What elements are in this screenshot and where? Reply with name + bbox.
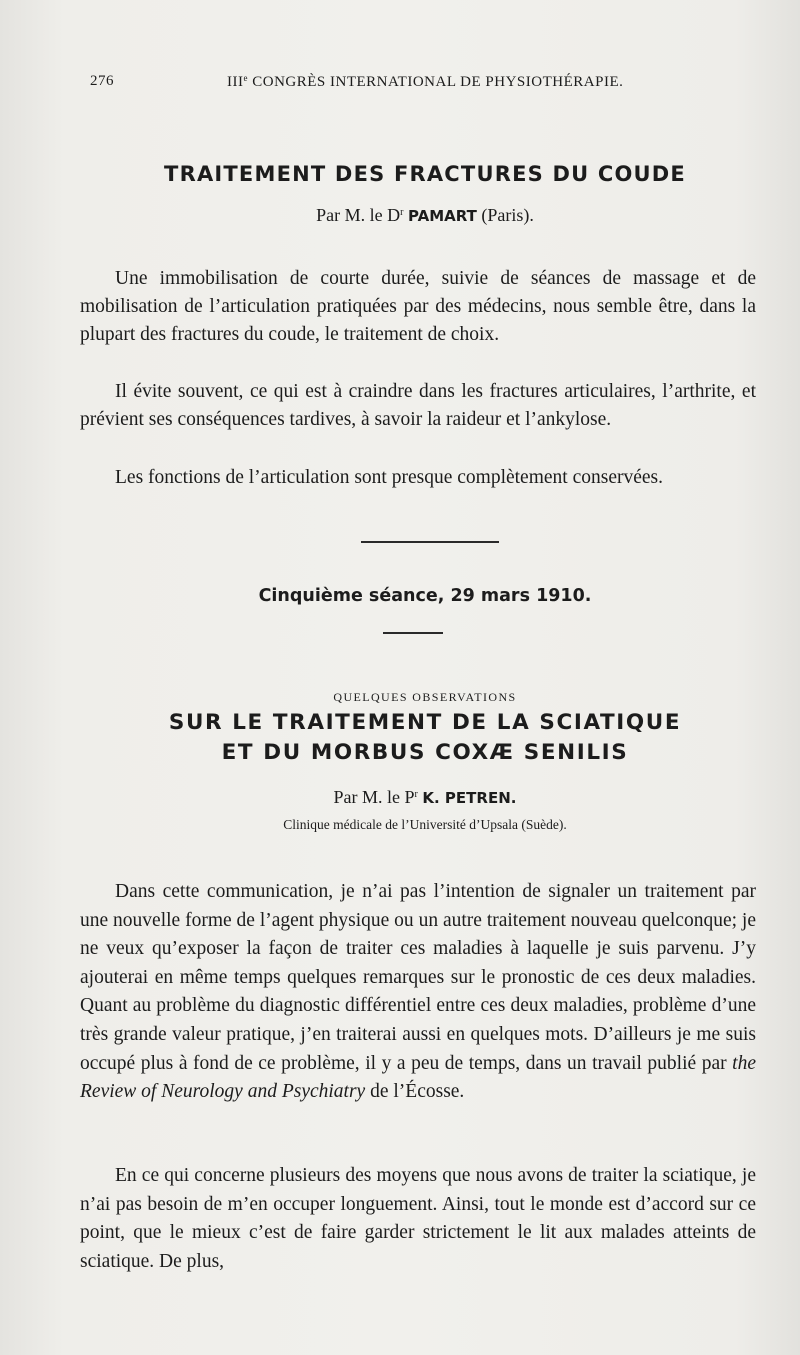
article1-paragraph-3: Les fonctions de l’articulation sont presque complètement conservées. — [115, 467, 663, 488]
article2-author: K. PETREN. — [422, 789, 517, 807]
article1-paragraph-2: Il évite souvent, ce qui est à craindre dans les fractures articulaires, l’arthrite, et prévient ses conséquences tardives, à savoir la raideur et l’ankylose. — [80, 381, 756, 431]
running-title — [227, 73, 623, 91]
running-title-sup: e — [243, 73, 248, 83]
article1-byline-prefix: Par M. le D — [316, 205, 401, 225]
article1-byline — [80, 205, 770, 226]
article2-paragraph-1 — [80, 878, 756, 1107]
article1-paragraph-1: Une immobilisation de courte durée, suivie de séances de massage et de mobilisation de l’articulation pratiquées par des médecins, nous semble être, dans la plupart des fractures du coude, le traitement de choix. — [80, 268, 756, 346]
page-number: 276 — [90, 73, 114, 89]
article1-title: TRAITEMENT DES FRACTURES DU COUDE — [164, 162, 686, 186]
journal-name: the Review of Neurology and Psychiatry — [80, 1052, 756, 1103]
article2-paragraph-1-end: de l’Écosse. — [365, 1081, 465, 1103]
section-divider — [361, 541, 499, 543]
short-divider — [383, 632, 443, 634]
running-header — [82, 73, 758, 95]
article2-byline — [80, 787, 770, 808]
article2-title-line1: SUR LE TRAITEMENT DE LA SCIATIQUE — [168, 710, 682, 735]
article1-byline-sup: r — [400, 207, 404, 218]
article1-author: PAMART — [407, 207, 477, 225]
session-heading: Cinquième séance, 29 mars 1910. — [258, 586, 592, 606]
article1-place: (Paris). — [481, 205, 534, 225]
running-title-prefix: III — [227, 74, 244, 90]
article2-affiliation: Clinique médicale de l’Université d’Upsala (Suède). — [283, 817, 567, 832]
article2-byline-sup: r — [414, 789, 418, 800]
running-title-rest: CONGRÈS INTERNATIONAL DE PHYSIOTHÉRAPIE. — [248, 74, 624, 90]
article2-paragraph-2: En ce qui concerne plusieurs des moyens que nous avons de traiter la sciatique, je n’ai pas besoin de m’en occuper longuement. Ainsi, tout le monde est d’accord sur ce point, que le mieux c’est de faire garder strictement le lit aux malades atteints de sciatique. De plus, — [80, 1165, 756, 1272]
article2-byline-prefix: Par M. le P — [333, 787, 415, 807]
article2-paragraph-1-text: Dans cette communication, je n’ai pas l’intention de signaler un traitement par une nouvelle forme de l’agent physique ou un autre traitement nouveau quelconque; je ne veux qu’exposer la façon de traiter ces maladies à laquelle je suis parvenu. J’y ajouterai en même temps quelques remarques sur le pronostic de ces deux maladies. Quant au problème du diagnostic différentiel entre ces deux maladies, problème d’une très grande valeur pratique, j’en traiterai aussi en quelques mots. D’ailleurs je me suis occupé plus à fond de ce problème, il y a peu de temps, dans un travail publié par — [80, 881, 756, 1074]
article2-title-line2: ET DU MORBUS COXÆ SENILIS — [221, 740, 629, 765]
article2-kicker: QUELQUES OBSERVATIONS — [333, 690, 517, 704]
